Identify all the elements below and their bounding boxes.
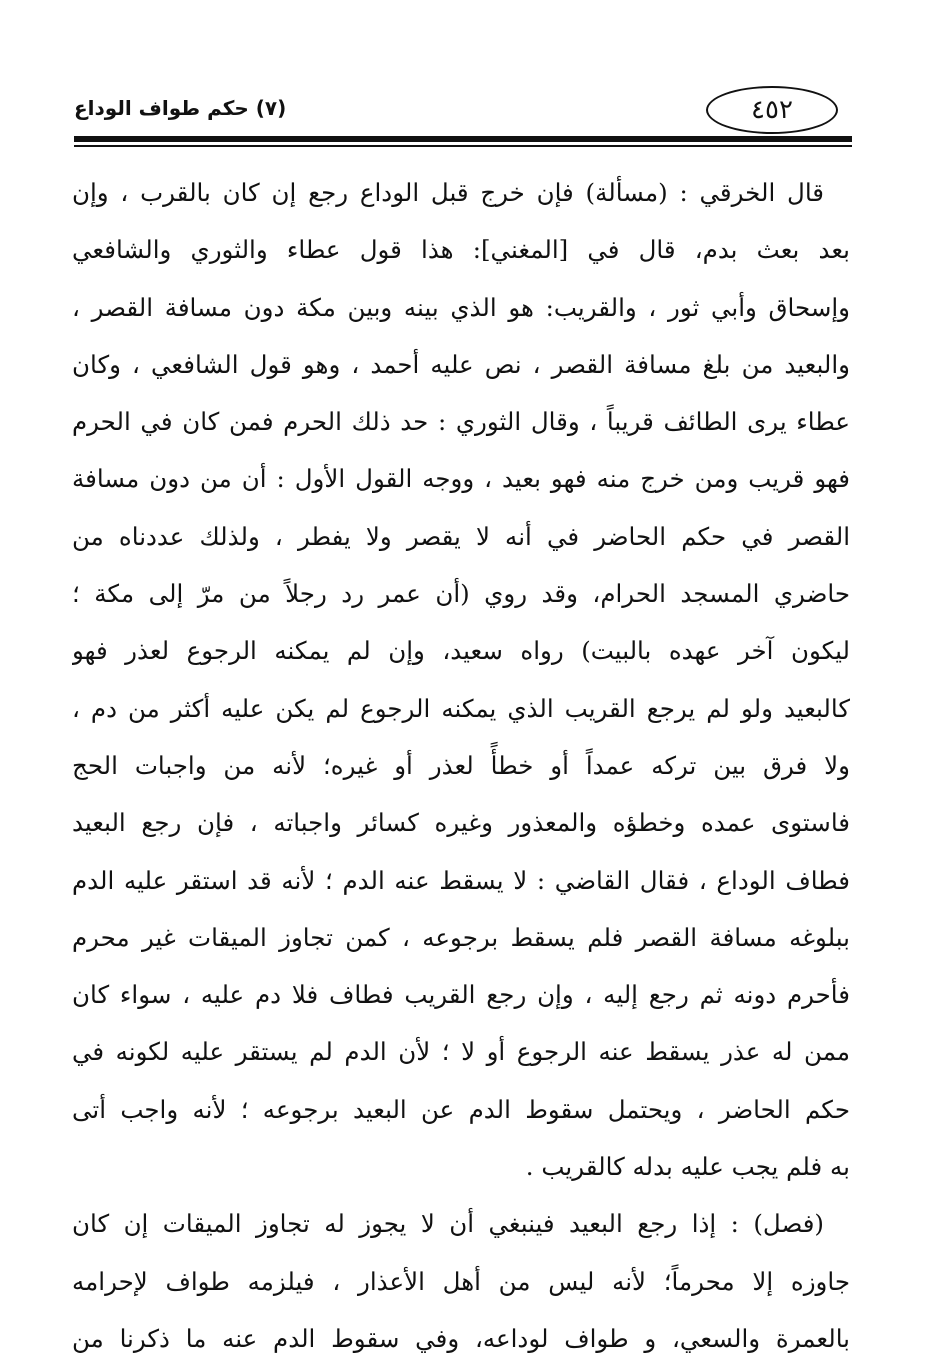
- text-line: قال الخرقي : (مسألة) فإن خرج قبل الوداع رجع إن كان بالقرب ، وإن: [72, 178, 824, 207]
- text-line: فأحرم دونه ثم رجع إليه ، وإن رجع القريب فطاف فلا دم عليه ، سواء كان: [72, 980, 850, 1010]
- text-line: فاستوى عمده وخطؤه والمعذور وغيره كسائر واجباته ، فإن رجع البعيد: [72, 808, 850, 838]
- text-line: حكم الحاضر ، ويحتمل سقوط الدم عن البعيد برجوعه ؛ لأنه واجب أتى: [72, 1094, 850, 1124]
- text-line: حاضري المسجد الحرام، وقد روي (أن عمر رد رجلاً من مرّ إلى مكة ؛: [72, 579, 850, 609]
- text-line: بالعمرة والسعي، و طواف لوداعه، وفي سقوط الدم عنه ما ذكرنا من: [72, 1323, 850, 1353]
- paragraph: [72, 164, 850, 1195]
- text-line: عطاء يرى الطائف قريباً ، وقال الثوري : حد ذلك الحرم فمن كان في الحرم: [72, 407, 850, 437]
- header-rule-thin: [74, 145, 852, 147]
- text-line: ممن له عذر يسقط عنه الرجوع أو لا ؛ لأن الدم لم يستقر عليه لكونه في: [72, 1037, 850, 1067]
- text-line: (فصل) : إذا رجع البعيد فينبغي أن لا يجوز له تجاوز الميقات إن كان: [72, 1209, 824, 1239]
- text-line: جاوزه إلا محرماً؛ لأنه ليس من أهل الأعذار ، فيلزمه طواف لإحرامه: [72, 1266, 850, 1296]
- paragraph: [72, 1195, 850, 1367]
- body-text: [72, 164, 850, 1367]
- text-line: كالبعيد ولو لم يرجع القريب الذي يمكنه الرجوع لم يكن عليه أكثر من دم ،: [72, 693, 850, 723]
- text-line: القصر في حكم الحاضر في أنه لا يقصر ولا يفطر ، ولذلك عددناه من: [72, 521, 850, 551]
- text-line: ولا فرق بين تركه عمداً أو خطأً لعذر أو غيره؛ لأنه من واجبات الحج: [72, 750, 850, 780]
- page-number: ٤٥٢: [706, 86, 838, 134]
- text-line: به فلم يجب عليه بدله كالقريب .: [525, 1152, 850, 1182]
- chapter-title: (٧) حكم طواف الوداع: [74, 96, 287, 120]
- text-line: وإسحاق وأبي ثور ، والقريب: هو الذي بينه وبين مكة دون مسافة القصر ،: [72, 292, 850, 322]
- text-line: فهو قريب ومن خرج منه فهو بعيد ، ووجه القول الأول : أن من دون مسافة: [72, 464, 850, 494]
- running-header: [74, 86, 852, 142]
- text-line: فطاف الوداع ، فقال القاضي : لا يسقط عنه الدم ؛ لأنه قد استقر عليه الدم: [72, 865, 850, 895]
- text-line: بعد بعث بدم، قال في [المغني]: هذا قول عطاء والثوري والشافعي: [72, 235, 850, 265]
- text-line: ببلوغه مسافة القصر فلم يسقط برجوعه ، كمن تجاوز الميقات غير محرم: [72, 922, 850, 952]
- text-line: ليكون آخر عهده بالبيت) رواه سعيد، وإن لم يمكنه الرجوع لعذر فهو: [72, 636, 850, 666]
- header-rule-thick: [74, 136, 852, 142]
- text-line: والبعيد من بلغ مسافة القصر ، نص عليه أحمد ، وهو قول الشافعي ، وكان: [72, 349, 850, 379]
